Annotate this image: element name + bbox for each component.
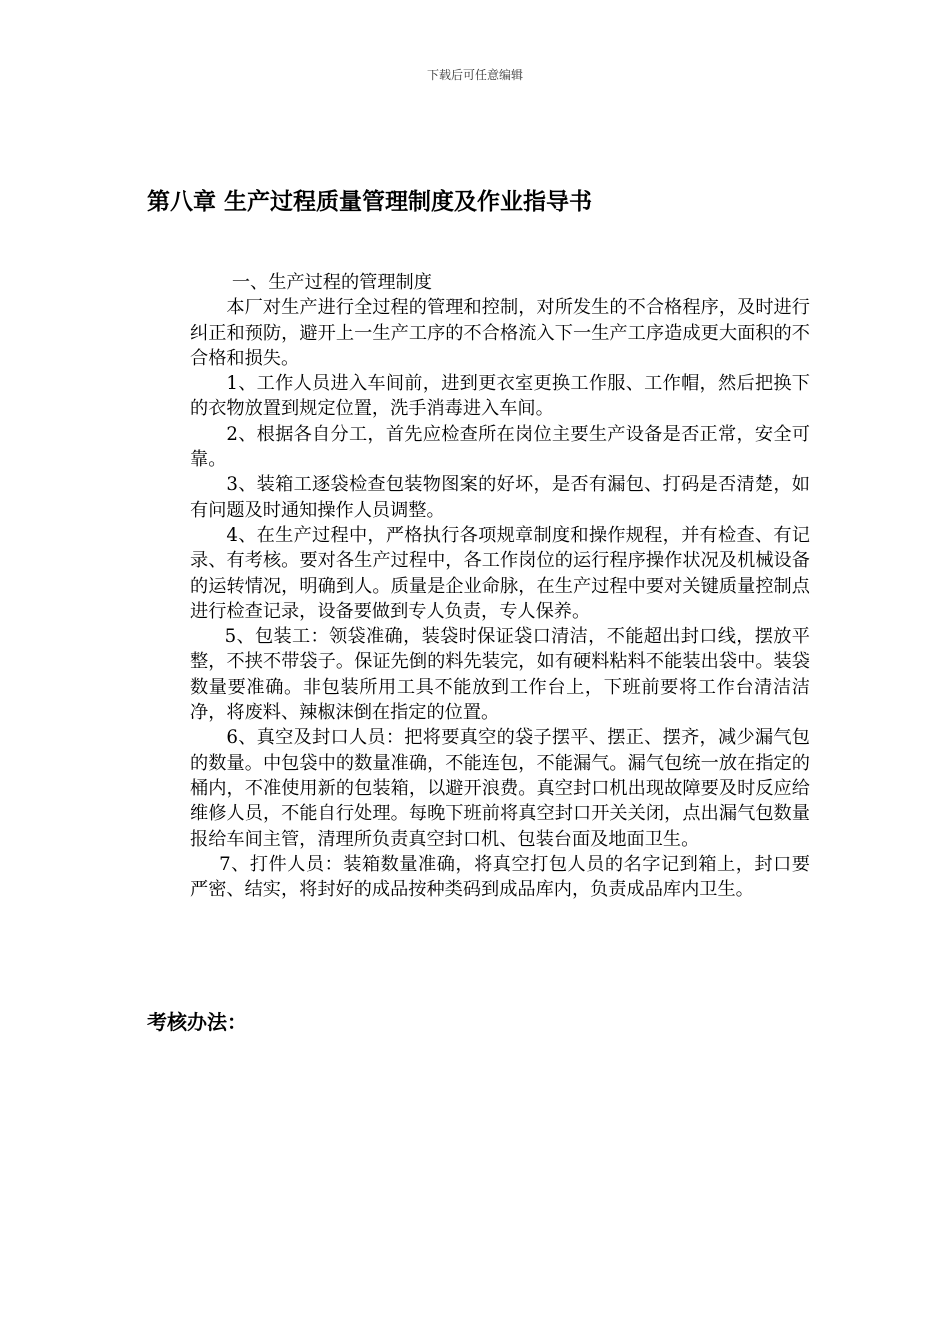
chapter-title: 第八章 生产过程质量管理制度及作业指导书 (147, 188, 593, 215)
assessment-heading: 考核办法： (147, 1010, 247, 1034)
rule-item-7: 7、打件人员：装箱数量准确，将真空打包人员的名字记到箱上，封口要严密、结实，将封好的成品按种类码到成品库内，负责成品库内卫生。 (190, 853, 810, 901)
body-text (190, 270, 810, 902)
rule-item-1: 1、工作人员进入车间前，进到更衣室更换工作服、工作帽，然后把换下的衣物放置到规定位置，洗手消毒进入车间。 (190, 373, 810, 420)
rule-item-6: 6、真空及封口人员：把将要真空的袋子摆平、摆正、摆齐，减少漏气包的数量。中包袋中的数量准确，不能连包，不能漏气。漏气包统一放在指定的桶内，不准使用新的包装箱，以避开浪费。真空封口机出现故障要及时反应给维修人员，不能自行处理。每晚下班前将真空封口开关关闭，点出漏气包数量报给车间主管，清理所负责真空封口机、包装台面及地面卫生。 (190, 727, 810, 850)
page-header-note: 下载后可任意编辑 (426, 68, 523, 82)
rule-item-3: 3、装箱工逐袋检查包装物图案的好坏，是否有漏包、打码是否清楚，如有问题及时通知操作人员调整。 (190, 474, 810, 521)
intro-paragraph: 本厂对生产进行全过程的管理和控制，对所发生的不合格程序，及时进行纠正和预防，避开上一生产工序的不合格流入下一生产工序造成更大面积的不合格和损失。 (190, 297, 810, 369)
rule-item-5: 5、包装工：领袋准确，装袋时保证袋口清洁，不能超出封口线，摆放平整，不挟不带袋子。保证先倒的料先装完，如有硬料粘料不能装出袋中。装袋数量要准确。非包装所用工具不能放到工作台上，下班前要将工作台清洁洁净，将废料、辣椒沫倒在指定的位置。 (190, 626, 810, 724)
rule-item-4: 4、在生产过程中，严格执行各项规章制度和操作规程，并有检查、有记录、有考核。要对各生产过程中，各工作岗位的运行程序操作状况及机械设备的运转情况，明确到人。质量是企业命脉，在生产过程中要对关键质量控制点进行检查记录，设备要做到专人负责，专人保养。 (190, 524, 810, 622)
section-heading: 一、生产过程的管理制度 (231, 272, 432, 293)
rule-item-2: 2、根据各自分工，首先应检查所在岗位主要生产设备是否正常，安全可靠。 (190, 423, 810, 471)
